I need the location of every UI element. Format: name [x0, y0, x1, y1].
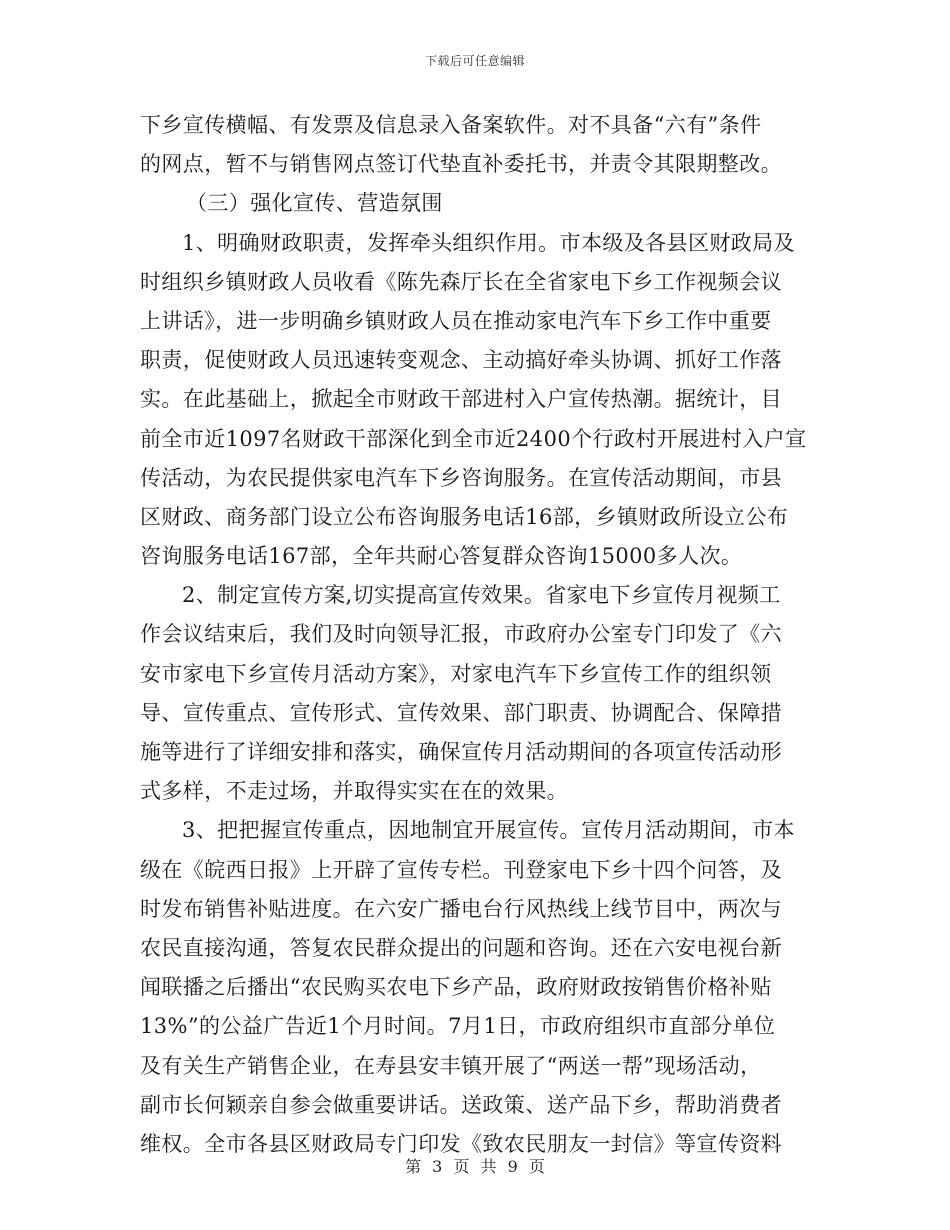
body-line: 级在《皖西日报》上开辟了宣传专栏。刊登家电下乡十四个问答，及: [140, 857, 782, 882]
body-line: 实。在此基础上，掀起全市财政干部进村入户宣传热潮。据统计，目: [140, 387, 782, 412]
body-line: 职责，促使财政人员迅速转变观念、主动搞好牵头协调、抓好工作落: [140, 348, 782, 373]
body-line: 区财政、商务部门设立公布咨询服务电话16部，乡镇财政所设立公布: [140, 504, 789, 529]
body-line: 传活动，为农民提供家电汽车下乡咨询服务。在宣传活动期间，市县: [140, 465, 782, 490]
body-line: 副市长何颖亲自参会做重要讲话。送政策、送产品下乡，帮助消费者: [140, 1092, 782, 1117]
body-line: 农民直接沟通，答复农民群众提出的问题和咨询。还在六安电视台新: [140, 935, 782, 960]
section-heading: （三）强化宣传、营造氛围: [186, 191, 443, 216]
body-line: 式多样，不走过场，并取得实实在在的效果。: [140, 779, 568, 804]
body-line: 及有关生产销售企业，在寿县安丰镇开展了“两送一帮”现场活动，: [140, 1053, 762, 1078]
body-line: 时组织乡镇财政人员收看《陈先森厅长在全省家电下乡工作视频会议: [140, 269, 782, 294]
body-line: 前全市近1097名财政干部深化到全市近2400个行政村开展进村入户宣: [140, 426, 807, 451]
body-line: 13%”的公益广告近1个月时间。7月1日，市政府组织市直部分单位: [140, 1014, 776, 1039]
body-line: 的网点，暂不与销售网点签订代垫直补委托书，并责令其限期整改。: [140, 152, 782, 177]
body-line: 咨询服务电话167部，全年共耐心答复群众咨询15000多人次。: [140, 544, 743, 569]
body-line: 时发布销售补贴进度。在六安广播电台行风热线上线节目中，两次与: [140, 896, 782, 921]
page-header: 下载后可任意编辑: [424, 54, 525, 68]
page-footer: 第 3 页 共 9 页: [405, 1157, 545, 1176]
paragraph-start-line: 2、制定宣传方案,切实提高宣传效果。省家电下乡宣传月视频工: [182, 583, 781, 608]
document-body: [140, 106, 816, 1164]
body-line: 上讲话》，进一步明确乡镇财政人员在推动家电汽车下乡工作中重要: [140, 308, 772, 333]
body-line: 闻联播之后播出“农民购买农电下乡产品，政府财政按销售价格补贴: [140, 975, 772, 1000]
body-line: 导、宣传重点、宣传形式、宣传效果、部门职责、协调配合、保障措: [140, 700, 782, 725]
body-line: 下乡宣传横幅、有发票及信息录入备案软件。对不具备“六有”条件: [140, 113, 762, 137]
body-line: 维权。全市各县区财政局专门印发《致农民朋友一封信》等宣传资料: [140, 1131, 782, 1156]
body-line: 安市家电下乡宣传月活动方案》，对家电汽车下乡宣传工作的组织领: [140, 661, 772, 686]
body-line: 施等进行了详细安排和落实，确保宣传月活动期间的各项宣传活动形: [140, 740, 782, 764]
paragraph-start-line: 3、把把握宣传重点，因地制宜开展宣传。宣传月活动期间，市本: [182, 818, 795, 843]
paragraph-start-line: 1、明确财政职责，发挥牵头组织作用。市本级及各县区财政局及: [182, 230, 795, 255]
body-line: 作会议结束后，我们及时向领导汇报，市政府办公室专门印发了《六: [140, 622, 782, 647]
